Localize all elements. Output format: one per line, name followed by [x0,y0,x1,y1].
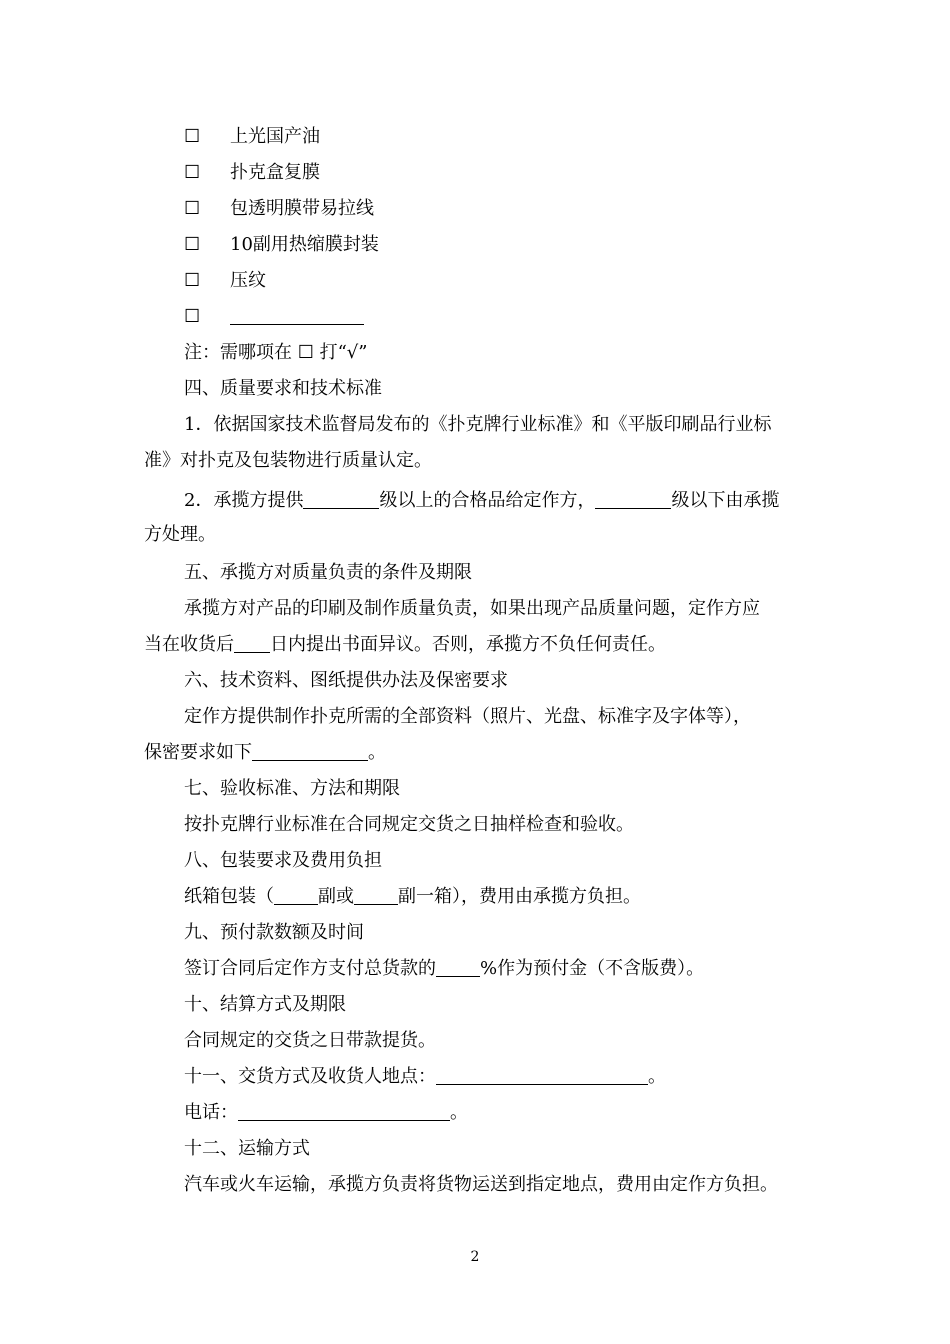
section-heading: 六、技术资料、图纸提供办法及保密要求 [184,670,508,691]
checkbox-icon[interactable]: ☐ [184,162,201,183]
option-label: 10副用热缩膜封装 [230,234,379,255]
phone-line [184,1101,468,1125]
text-segment: 电话： [184,1102,238,1123]
grade-upper-blank[interactable] [303,490,379,509]
section-heading: 五、承揽方对质量负责的条件及期限 [184,562,472,583]
option-row-custom [184,305,364,329]
text-segment: 日内提出书面异议。否则，承揽方不负任何责任。 [270,634,666,655]
paragraph-line [184,489,779,513]
text-segment: 十一、交货方式及收货人地点： [184,1066,436,1087]
grade-lower-blank[interactable] [595,490,671,509]
option-label: 压纹 [230,270,266,291]
paragraph-line [144,741,386,765]
text-segment: 副或 [318,886,354,907]
section-heading: 九、预付款数额及时间 [184,922,364,943]
decks-per-box-blank[interactable] [354,886,398,905]
text-segment: 2．承揽方提供 [184,490,304,511]
note-prefix: 注：需哪项在 [184,342,292,363]
page-number: 2 [470,1249,480,1265]
phone-blank[interactable] [238,1102,450,1121]
text-segment: 。 [648,1066,666,1087]
text-segment: 签订合同后定作方支付总货款的 [184,958,436,979]
paragraph-line: 汽车或火车运输，承揽方负责将货物运送到指定地点，费用由定作方负担。 [184,1174,778,1195]
checkbox-icon[interactable]: ☐ [184,306,201,327]
paragraph-line: 定作方提供制作扑克所需的全部资料（照片、光盘、标准字及字体等）， [184,706,751,727]
text-segment: 级以上的合格品给定作方， [379,490,596,511]
text-segment: 副一箱），费用由承揽方负担。 [398,886,641,907]
prepay-percent-blank[interactable] [436,958,480,977]
option-row [184,161,320,185]
checkbox-icon[interactable]: ☐ [184,270,201,291]
checkbox-icon: ☐ [297,342,314,363]
option-label: 包透明膜带易拉线 [230,198,374,219]
option-label: 上光国产油 [230,126,320,147]
delivery-address-line [184,1065,666,1089]
paragraph-line: 承揽方对产品的印刷及制作质量负责，如果出现产品质量问题，定作方应 [184,598,760,619]
paragraph-line: 1．依据国家技术监督局发布的《扑克牌行业标准》和《平版印刷品行业标 [184,414,772,435]
option-row [184,233,379,257]
section-heading: 十二、运输方式 [184,1138,310,1159]
paragraph-line [184,957,704,981]
note-suffix: 打“√” [319,342,368,363]
text-segment: 。 [450,1102,468,1123]
days-blank[interactable] [234,634,270,653]
text-segment: 当在收货后 [144,634,234,655]
section-heading: 七、验收标准、方法和期限 [184,778,400,799]
option-row [184,125,320,149]
option-row [184,269,266,293]
paragraph-line: 方处理。 [144,524,216,545]
checkbox-icon[interactable]: ☐ [184,234,201,255]
text-segment: 纸箱包装（ [184,886,274,907]
paragraph-line: 准》对扑克及包装物进行质量认定。 [144,450,432,471]
paragraph-line: 合同规定的交货之日带款提货。 [184,1030,436,1051]
option-row [184,197,374,221]
section-heading: 四、质量要求和技术标准 [184,378,382,399]
paragraph-line [184,885,641,909]
option-label: 扑克盒复膜 [230,162,320,183]
secrecy-requirement-blank[interactable] [252,742,368,761]
text-segment: 级以下由承揽 [671,490,780,511]
text-segment: 保密要求如下 [144,742,252,763]
delivery-address-blank[interactable] [436,1066,648,1085]
custom-option-blank[interactable] [230,306,364,325]
text-segment: %作为预付金（不含版费）。 [480,958,705,979]
section-heading: 十、结算方式及期限 [184,994,346,1015]
decks-blank[interactable] [274,886,318,905]
text-segment: 。 [368,742,386,763]
checkbox-icon[interactable]: ☐ [184,198,201,219]
note [184,341,367,365]
paragraph-line: 按扑克牌行业标准在合同规定交货之日抽样检查和验收。 [184,814,634,835]
checkbox-icon[interactable]: ☐ [184,126,201,147]
section-heading: 八、包装要求及费用负担 [184,850,382,871]
paragraph-line [144,633,666,657]
